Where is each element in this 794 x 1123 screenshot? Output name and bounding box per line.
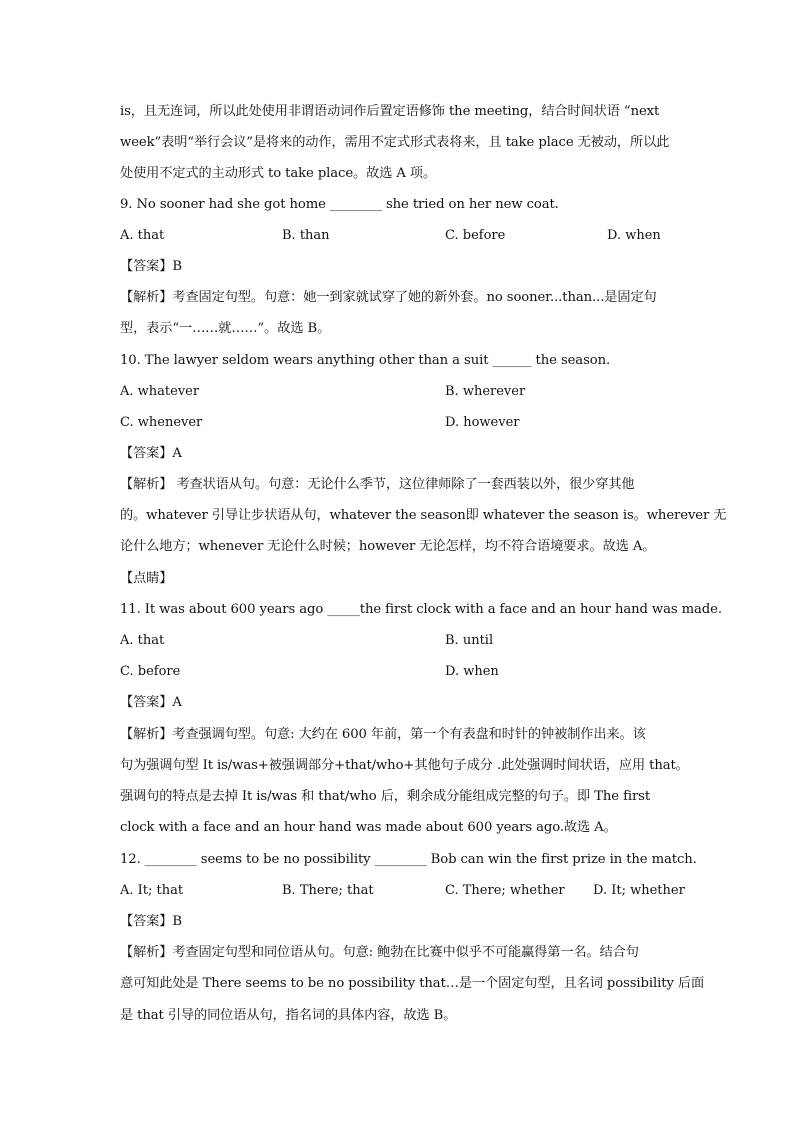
q11-option-a: A. that: [120, 633, 165, 648]
q10-analysis-line: 论什么地方；whenever 无论什么时候；however 无论怎样，均不符合语境要求。故选 A。: [120, 539, 656, 554]
q11-answer: 【答案】A: [120, 695, 182, 710]
q11-analysis-line: [120, 725, 680, 745]
intro-line: week”表明“举行会议”是将来的动作，需用不定式形式表将来，且 take place 无被动，所以此: [120, 135, 670, 150]
q12-option-c: C. There; whether: [445, 883, 565, 898]
q12-option-a: A. It; that: [120, 883, 184, 898]
question-12-stem: 12. ________ seems to be no possibility ________ Bob can win the first prize in the match.: [120, 852, 697, 867]
analysis-label: 【解析】: [120, 477, 173, 492]
q10-analysis-line: 的。whatever 引导让步状语从句，whatever the season即 whatever the season is。wherever 无: [120, 508, 727, 523]
analysis-label: 【解析】: [120, 727, 173, 742]
analysis-label: 【解析】: [120, 290, 173, 305]
q11-option-d: D. when: [445, 664, 499, 679]
q12-analysis-line: [120, 943, 680, 963]
q9-answer: 【答案】B: [120, 259, 182, 274]
q10-note: 【点睛】: [120, 571, 173, 586]
q11-analysis-line: clock with a face and an hour hand was made about 600 years ago.故选 A。: [120, 820, 617, 835]
q12-option-d: D. It; whether: [593, 883, 685, 898]
q9-option-d: D. when: [607, 228, 661, 243]
question-9-stem: 9. No sooner had she got home ________ she tried on her new coat.: [120, 197, 559, 212]
q12-option-b: B. There; that: [282, 883, 374, 898]
question-10-stem: 10. The lawyer seldom wears anything other than a suit ______ the season.: [120, 353, 611, 368]
analysis-text: 考查状语从句。句意：无论什么季节，这位律师除了一套西装以外，很少穿其他: [172, 477, 635, 492]
q10-answer: 【答案】A: [120, 446, 182, 461]
intro-line: 处使用不定式的主动形式 to take place。故选 A 项。: [120, 166, 437, 181]
analysis-label: 【解析】: [120, 945, 173, 960]
q12-analysis-line: 是 that 引导的同位语从句，指名词的具体内容，故选 B。: [120, 1008, 457, 1023]
q11-option-b: B. until: [445, 633, 494, 648]
q9-option-a: A. that: [120, 228, 165, 243]
q12-analysis-line: 意可知此处是 There seems to be no possibility that…是一个固定句型，且名词 possibility 后面: [120, 976, 705, 991]
analysis-text: 考查固定句型。句意：她一到家就试穿了她的新外套。no sooner...than...是固定句: [172, 290, 657, 305]
q10-analysis-line: [120, 475, 680, 495]
q10-option-d: D. however: [445, 415, 520, 430]
q9-analysis-line: 型，表示“一……就……”。故选 B。: [120, 321, 331, 336]
intro-line: is，且无连词，所以此处使用非谓语动词作后置定语修饰 the meeting，结合时间状语 “next: [120, 104, 660, 119]
q9-option-b: B. than: [282, 228, 330, 243]
q11-analysis-line: 强调句的特点是去掉 It is/was 和 that/who 后，剩余成分能组成完整的句子。即 The first: [120, 789, 651, 804]
analysis-text: 考查强调句型。句意: 大约在 600 年前，第一个有表盘和时针的钟被制作出来。该: [172, 727, 646, 742]
analysis-text: 考查固定句型和同位语从句。句意: 鲍勃在比赛中似乎不可能赢得第一名。结合句: [172, 945, 639, 960]
question-11-stem: 11. It was about 600 years ago _____the first clock with a face and an hour hand was made.: [120, 602, 722, 617]
q10-option-b: B. wherever: [445, 384, 526, 399]
q11-analysis-line: 句为强调句型 It is/was+被强调部分+that/who+其他句子成分 .此处强调时间状语，应用 that。: [120, 758, 689, 773]
q11-option-c: C. before: [120, 664, 181, 679]
q12-answer: 【答案】B: [120, 914, 182, 929]
q10-option-a: A. whatever: [120, 384, 200, 399]
q9-option-c: C. before: [445, 228, 506, 243]
q10-option-c: C. whenever: [120, 415, 203, 430]
q9-analysis-line: [120, 288, 680, 308]
